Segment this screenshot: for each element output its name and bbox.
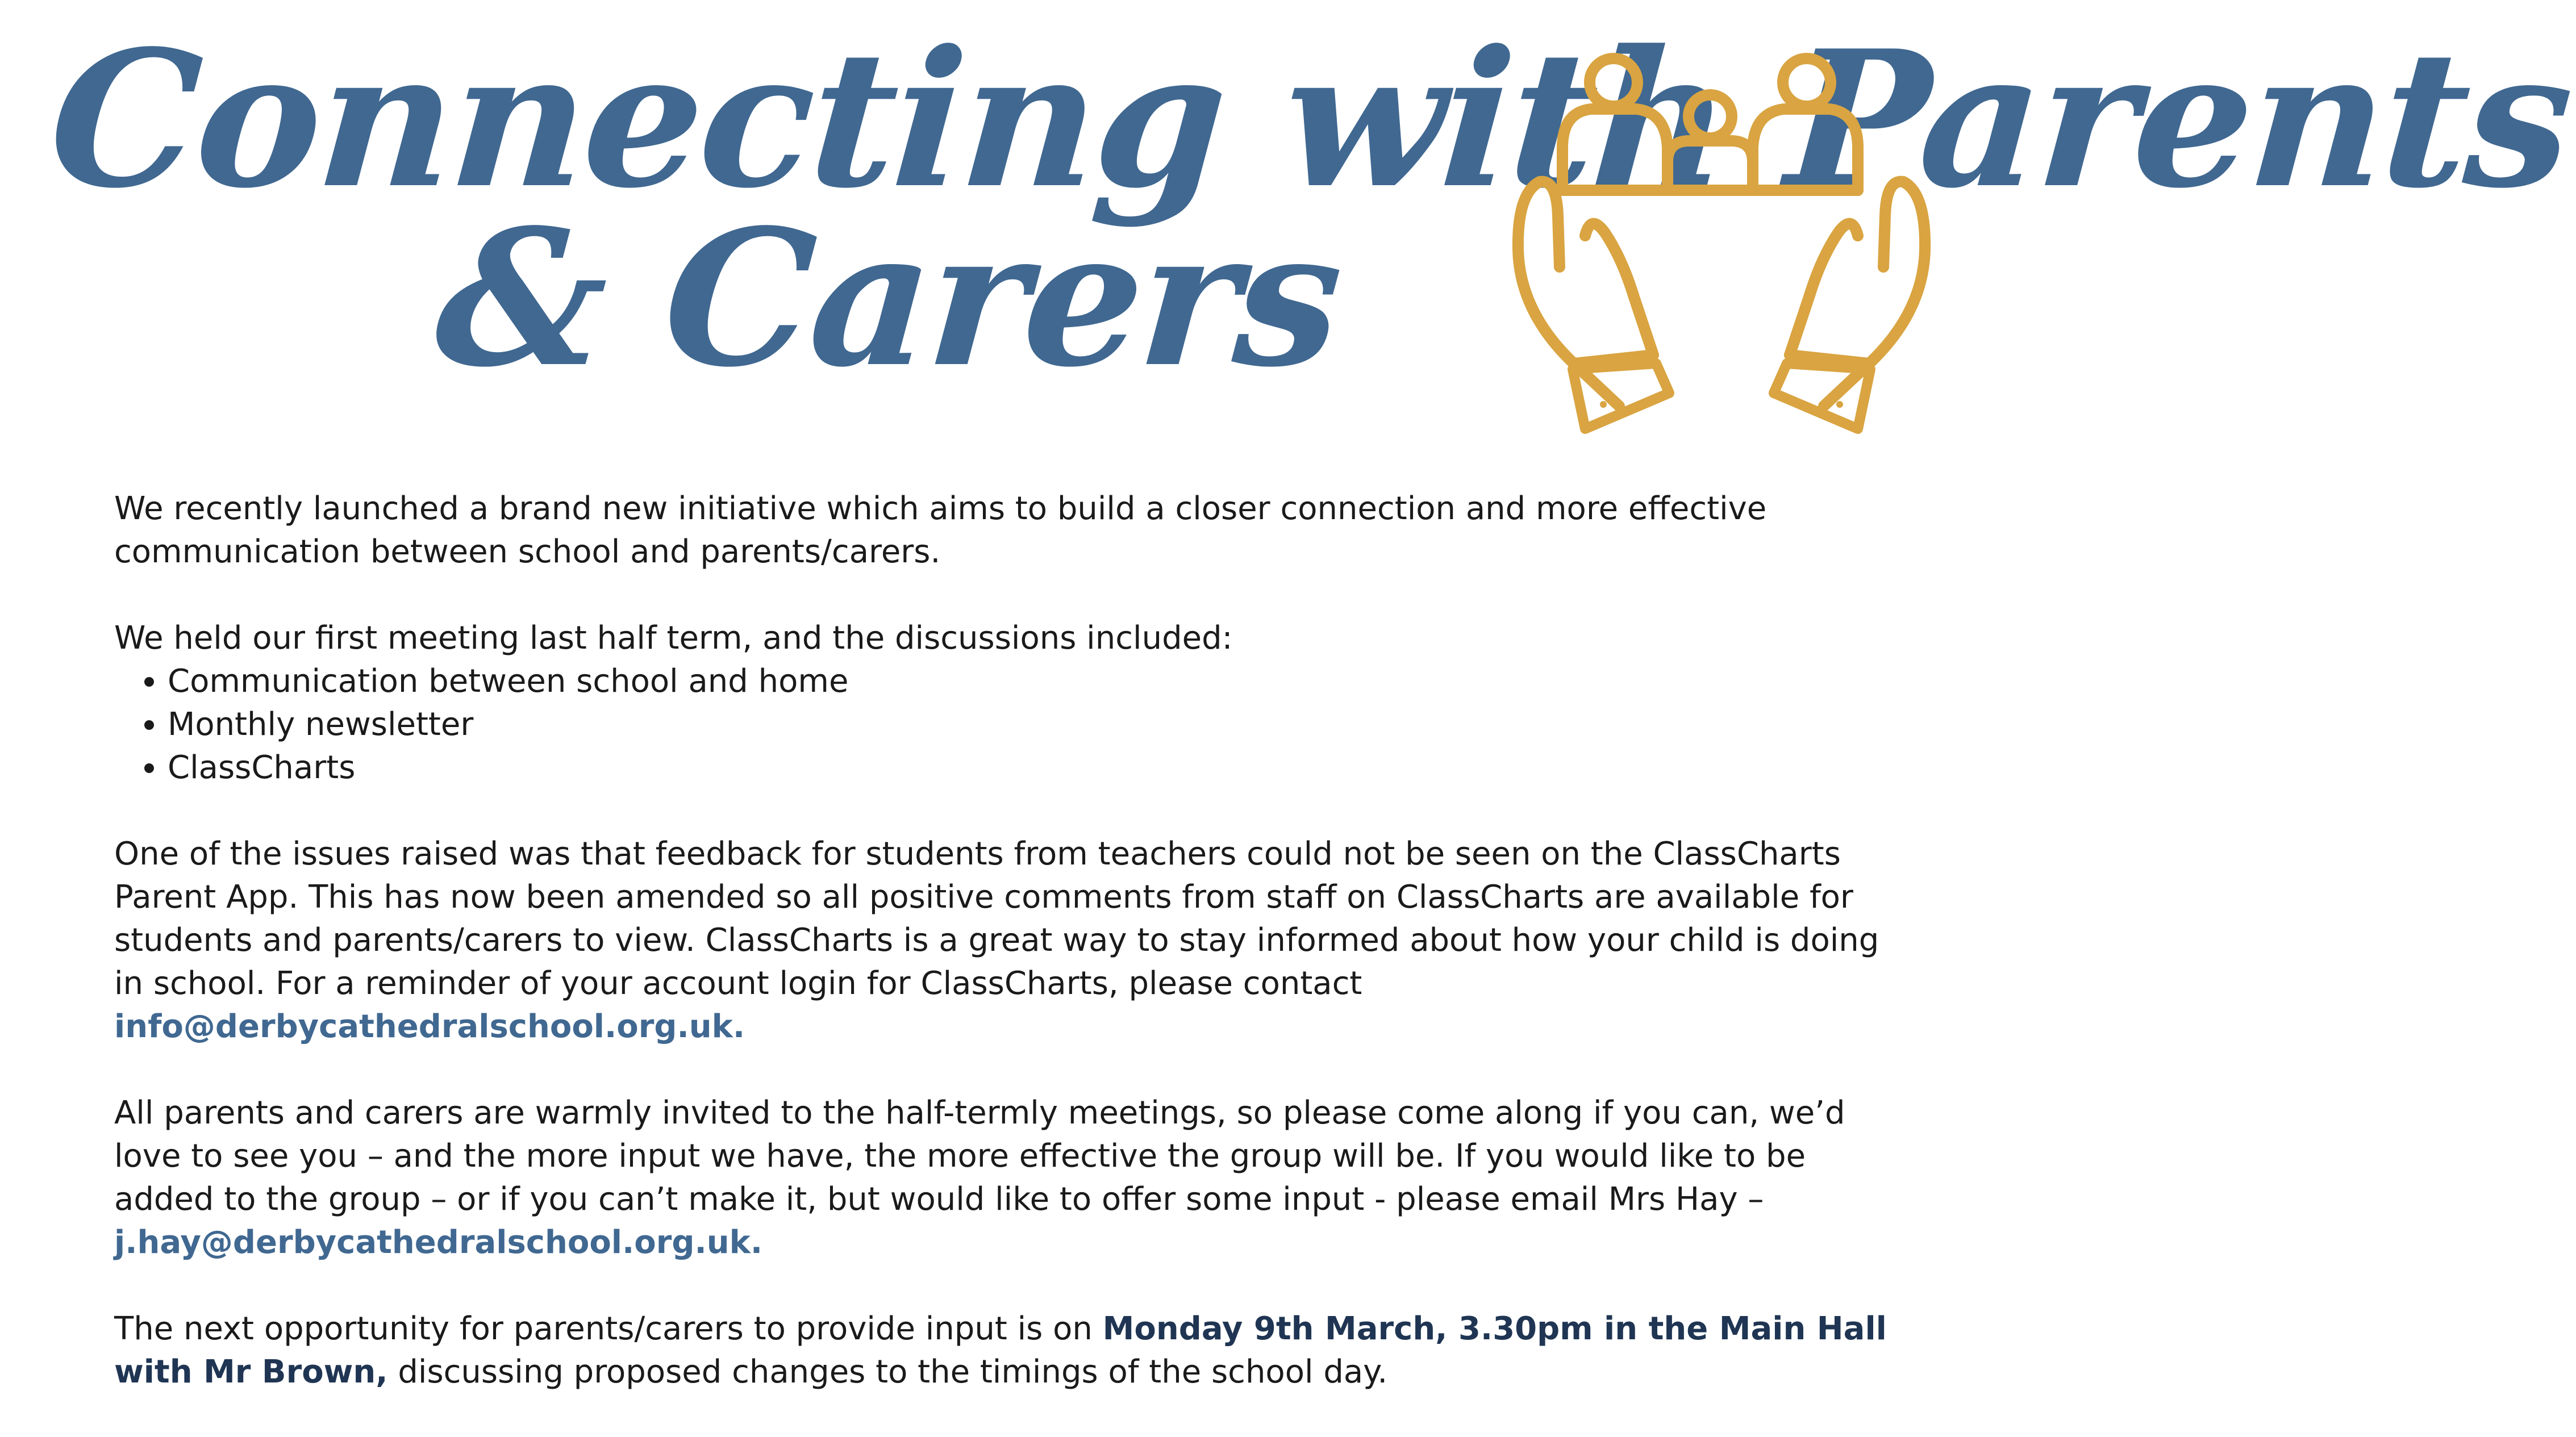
next-meeting-details: Monday 9th March, 3.30pm in the Main Hall with Mr Brown, <box>114 1310 1887 1390</box>
newsletter-body <box>114 487 1887 1437</box>
invite-paragraph <box>114 1092 1887 1264</box>
discussion-list <box>114 660 1887 789</box>
next-meeting-intro: The next opportunity for parents/carers to provide input is on <box>114 1310 1103 1347</box>
invite-text: All parents and carers are warmly invited to the half-termly meetings, so please come along if you can, we’d love to see you – and the more input we have, the more effective the group will be. If you would like to be added to the group – or if you can’t make it, but would like to offer some input - please email Mrs Hay – <box>114 1095 1845 1218</box>
intro-paragraph: We recently launched a brand new initiative which aims to build a closer connection and more effective communication between school and parents/carers. <box>114 490 1767 570</box>
next-meeting-outro: discussing proposed changes to the timings of the school day. <box>387 1354 1388 1390</box>
list-item: • Communication between school and home <box>168 660 1887 703</box>
title-line-2: & Carers <box>430 188 1346 408</box>
page-title <box>43 0 2576 432</box>
next-meeting-paragraph <box>114 1307 1887 1394</box>
classcharts-paragraph <box>114 833 1887 1048</box>
classcharts-text: One of the issues raised was that feedback for students from teachers could not be seen on the ClassCharts Parent App. This has now been amended so all positive comments from staff on ClassCharts are available for students and parents/carers to view. ClassCharts is a great way to stay informed about how your child is doing in school. For a reminder of your account login for ClassCharts, please contact <box>114 836 1879 1002</box>
family-in-hands-icon <box>1506 45 1937 454</box>
info-email-link[interactable]: info@derbycathedralschool.org.uk. <box>114 1008 745 1045</box>
hay-email-link[interactable]: j.hay@derbycathedralschool.org.uk. <box>114 1224 763 1261</box>
title-line-1: Connecting with Parents <box>43 9 2576 229</box>
list-item: • Monthly newsletter <box>168 703 1887 746</box>
list-item: • ClassCharts <box>168 746 1887 789</box>
meeting-intro: We held our first meeting last half term, and the discussions included: <box>114 620 1233 657</box>
